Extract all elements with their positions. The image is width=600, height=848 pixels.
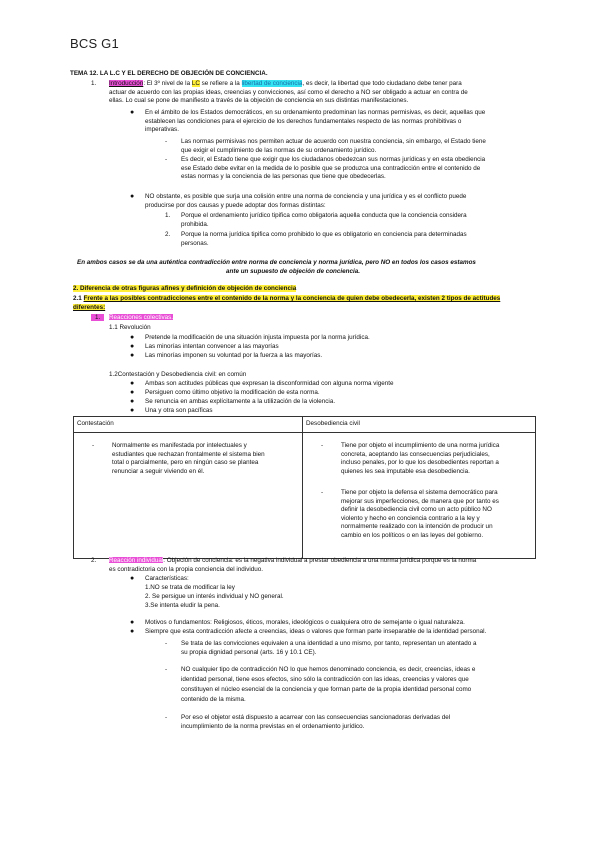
section2-heading-text: 2. Diferencia de otras figuras afines y definición de objeción de conciencia: [73, 285, 297, 292]
characteristic-1: 1.NO se trata de modificar la ley: [145, 584, 235, 591]
characteristic-2: 2. Se persigue un interés individual y NO general.: [145, 593, 284, 600]
individual-label: Reacción individual: [109, 557, 164, 564]
table-cell-contestacion: [74, 433, 303, 559]
intro-text-a: : El 3º nivel de la: [143, 80, 192, 87]
bullet2-line-2: producirse por dos causas y puede adoptar dos formas distintas:: [145, 201, 326, 209]
desobediencia-a-line-3: incluso penales, por lo que los desobedientes reportan a: [341, 459, 499, 467]
table-header-row: [74, 417, 536, 433]
intro-line-3: ellas. Lo cual se pone de manifiesto a través de la objeción de conciencia en sus distintas manifestaciones.: [109, 97, 409, 105]
individual-line-1: [109, 557, 476, 566]
italic-note-line-2: ante un supuesto de objeción de conciencia.: [226, 267, 361, 275]
num-item-1-line-1: Porque el ordenamiento jurídico tipifica como obligatoria aquella conducta que la conciencia considera: [181, 212, 467, 219]
dash1-line-1: Las normas permisivas nos permiten actuar de acuerdo con nuestra conciencia, sin embargo, el Estado tiene: [181, 138, 486, 145]
dash-marker: -: [321, 489, 324, 496]
individual-line-2: es contradictoria con la propia conciencia del individuo.: [109, 565, 264, 573]
num-item-2-line-1: Porque la norma jurídica tipifica como prohibido lo que es obligatorio en conciencia para determinadas: [181, 231, 467, 238]
motivos-line: Motivos o fundamentos: Religiosos, éticos, morales, ideológicos o cualquiera otro de semejante o igual naturaleza.: [145, 619, 465, 626]
num-item-2-number: 2.: [165, 231, 171, 238]
bullet-dot: ●: [130, 628, 135, 635]
section2-sub-text-2: diferentes:: [73, 304, 106, 311]
desobediencia-b-line-1: Tiene por objeto la defensa el sistema democrático para: [341, 489, 498, 496]
lc-highlight: LC: [191, 80, 200, 87]
contestacion-title: 1.2Contestación y Desobediencia civil: en común: [109, 371, 247, 378]
contestacion-item-2: Persiguen como último objetivo la modificación de esta norma.: [145, 389, 320, 396]
desobediencia-b-line-4: violento y hecho en conciencia contrario a la ley y: [341, 514, 480, 522]
individual-dash3-line-2: incumplimiento de la norma previstas en el ordenamiento jurídico.: [181, 723, 365, 730]
dash-marker: -: [165, 138, 168, 145]
revolution-item-2: Las minorías intentan convencer a las mayorías: [145, 343, 279, 350]
num-item-1-number: 1.: [165, 212, 171, 219]
collective-number: [91, 314, 104, 323]
bullet-dot: ●: [130, 575, 135, 582]
comparison-table: [73, 416, 536, 559]
desobediencia-b-line-5: normalmente realizado con la intención de producir un: [341, 523, 493, 531]
contestacion-cell-line-1: Normalmente es manifestada por intelectuales y: [112, 442, 247, 449]
dash2-line-1: Es decir, el Estado tiene que exigir que los ciudadanos obedezcan sus normas jurídicas y en esta obediencia: [181, 156, 486, 163]
intro-line-2: actuar de acuerdo con las propias ideas, creencias y convicciones, así como el derecho a NO ser obligado a actuar en contra de: [109, 88, 468, 96]
collective-label-text: Reacciones colectivas.: [109, 314, 174, 321]
intro-label: Introducción: [109, 80, 144, 87]
dash-marker: -: [92, 442, 95, 449]
collective-label: [109, 314, 173, 323]
section2-sub-num: 2.1: [73, 295, 84, 302]
individual-text: : Objeción de conciencia: es la negativa individual a prestar obediencia a una norma jurídica porque es la norma: [163, 557, 477, 564]
bullet-dot: ●: [130, 352, 135, 359]
dash2-line-2: ese Estado debe evitar en la medida de lo posible que se produzca una contradicción entre el contenido de: [181, 164, 481, 172]
dash-marker: -: [321, 442, 324, 449]
table-cell-desobediencia: [303, 433, 536, 559]
bullet-dot: ●: [130, 389, 135, 396]
bullet-dot: ●: [130, 193, 135, 200]
revolution-item-3: Las minorías imponen su voluntad por la fuerza a las mayorías.: [145, 352, 323, 359]
individual-dash2-line-3: constituyen el núcleo esencial de la conciencia y que forman parte de la propia identidad personal como: [181, 686, 472, 693]
desobediencia-b-line-2: mejorar sus imperfecciones, de manera que por tanto es: [341, 497, 499, 505]
bullet-dot: ●: [130, 334, 135, 341]
individual-dash3-line-1: Por eso el objetor está dispuesto a acarrear con las consecuencias sancionadoras derivadas del: [181, 714, 451, 721]
desobediencia-b-line-6: cambio en los políticos o en las leyes del gobierno.: [341, 532, 484, 539]
intro-text-c: , es decir, la libertad que todo ciudadano debe tener para: [302, 80, 462, 87]
bullet-dot: ●: [130, 380, 135, 387]
num-item-2-line-2: personas.: [181, 239, 209, 247]
siempre-line: Siempre que esta contradicción afecte a creencias, ideas o valores que forman parte inseparable de la identidad personal.: [145, 628, 487, 635]
bullet1-line-3: imperativas.: [145, 126, 179, 134]
individual-number: 2.: [91, 557, 97, 564]
topic-title: TEMA 12. LA L.C Y EL DERECHO DE OBJECIÓN DE CONCIENCIA.: [70, 70, 268, 77]
desobediencia-a-line-2: concreta, aceptando las consecuencias perjudiciales,: [341, 450, 490, 458]
dash-marker: -: [165, 156, 168, 163]
characteristics-title: Características:: [145, 575, 189, 582]
individual-dash2-line-2: identidad personal, tiene esos efectos, sino sólo la contradicción con las ideas, creencias y valores que: [181, 676, 469, 683]
individual-dash1-line-1: Se trata de las convicciones equivalen a una identidad a uno mismo, por tanto, representan un atentado a: [181, 640, 477, 647]
table-header-desobediencia: Desobediencia civil: [303, 417, 536, 433]
section2-sub-line-2: [73, 304, 105, 313]
intro-text-b: se refiere a la: [199, 80, 242, 87]
bullet-dot: ●: [130, 619, 135, 626]
desobediencia-a-line-4: quienes les sea imputable esa desobediencia.: [341, 467, 470, 475]
document-header: BCS G1: [70, 36, 119, 51]
dash-marker: -: [165, 714, 168, 721]
contestacion-item-1: Ambas son actitudes públicas que expresan la disconformidad con alguna norma vigente: [145, 380, 394, 387]
table-header-contestacion: Contestación: [74, 417, 303, 433]
bullet-dot: ●: [130, 109, 135, 116]
bullet1-line-1: En el ámbito de los Estados democráticos, en su ordenamiento predominan las normas permisivas, es decir, aquellas que: [145, 109, 486, 116]
intro-number: 1.: [91, 80, 97, 87]
num-item-1-line-2: prohibida.: [181, 220, 209, 228]
italic-note-line-1: En ambos casos se da una auténtica contradicción entre norma de conciencia y norma jurídica, pero NO en todos los casos estamos: [77, 259, 476, 266]
individual-dash2-line-1: NO cualquier tipo de contradicción NO lo que hemos denominado conciencia, es decir, creencias, ideas e: [181, 666, 476, 673]
dash-marker: -: [165, 640, 168, 647]
desobediencia-b-line-3: definir la desobediencia civil como un acto público NO: [341, 506, 492, 514]
individual-dash1-line-2: su propia dignidad personal (arts. 16 y 10.1 CE).: [181, 648, 317, 656]
contestacion-cell-line-2: estudiantes que rechazan frontalmente el sistema bien: [112, 450, 265, 458]
contestacion-item-4: Una y otra son pacíficas: [145, 407, 213, 414]
intro-line-1: [109, 80, 462, 89]
bullet2-line-1: NO obstante, es posible que surja una colisión entre una norma de conciencia y una jurídica y es el conflicto puede: [145, 193, 467, 200]
desobediencia-a-line-1: Tiene por objeto el incumplimiento de una norma jurídica: [341, 442, 500, 449]
dash2-line-3: estas normas y la conciencia de las personas que tiene que obedecerlas.: [181, 173, 386, 181]
dash-marker: -: [165, 666, 168, 673]
section2-heading: [73, 285, 296, 294]
revolution-title: 1.1 Revolución: [109, 324, 151, 331]
bullet-dot: ●: [130, 407, 135, 414]
collective-num-text: 1.: [91, 314, 104, 321]
table-row: [74, 433, 536, 559]
dash1-line-2: que exigir el cumplimiento de las normas de su ordenamiento jurídico.: [181, 146, 377, 154]
characteristic-3: 3.Se intenta eludir la pena.: [145, 602, 220, 609]
contestacion-cell-line-4: renunciar a seguir viviendo en él.: [112, 467, 205, 475]
bullet-dot: ●: [130, 343, 135, 350]
bullet-dot: ●: [130, 398, 135, 405]
individual-dash2-line-4: contenido de la misma.: [181, 696, 246, 703]
bullet1-line-2: establecen las condiciones para el ejercicio de los derechos fundamentales respecto de las normas prohibitivas o: [145, 117, 462, 125]
libertad-highlight: libertad de conciencia: [241, 80, 303, 87]
section2-sub-text: Frente a las posibles contradicciones entre el contenido de la norma y la conciencia de quien debe obedecerla, existen 2 tipos de actitudes: [83, 295, 501, 302]
contestacion-item-3: Se renuncia en ambas explícitamente a la utilización de la violencia.: [145, 398, 336, 405]
section2-sub-line-1: [73, 295, 500, 304]
contestacion-cell-line-3: total o parcialmente, pero en ningún caso se plantea: [112, 459, 259, 467]
revolution-item-1: Pretende la modificación de una situación injusta impuesta por la norma jurídica.: [145, 334, 370, 341]
